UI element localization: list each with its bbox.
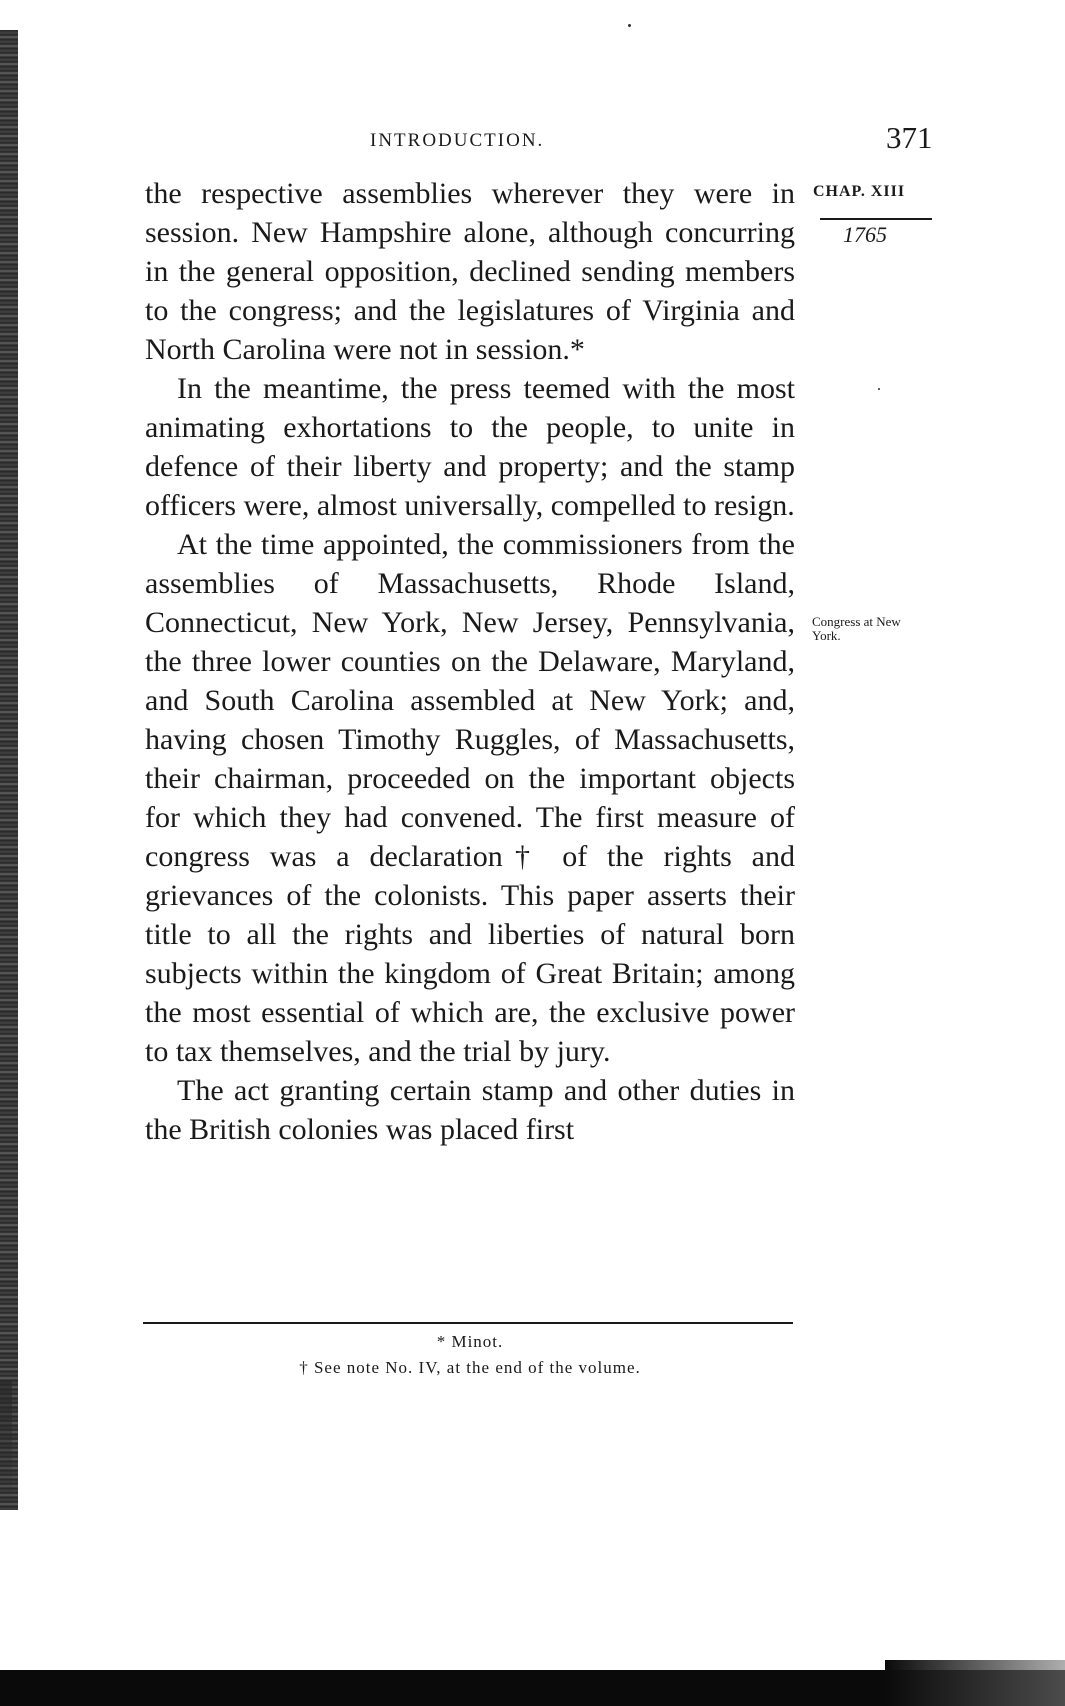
footnote-see-note: † See note No. IV, at the end of the volume. — [299, 1358, 641, 1377]
scan-speck — [878, 388, 880, 390]
margin-rule — [820, 218, 932, 220]
footnote-minot: * Minot. — [436, 1332, 504, 1351]
margin-note: Congress at New York. — [812, 614, 901, 643]
scan-binding-shadow — [0, 1380, 12, 1510]
page-number: 371 — [886, 120, 933, 155]
margin-chapter-label: CHAP. XIII — [813, 183, 906, 200]
scan-binding-edge — [0, 30, 18, 1510]
paragraph-1: the respective assemblies wherever they were in session. New Hampshire alone, although concurring in the general opposition, declined sending members to the congress; and the legislatures of Virginia and North Carolina were not in session.* — [145, 177, 795, 366]
body-text — [145, 174, 795, 1149]
running-head: INTRODUCTION. — [370, 130, 545, 151]
footnote-rule — [143, 1322, 793, 1324]
paragraph-4: The act granting certain stamp and other duties in the British colonies was placed first — [145, 1074, 795, 1146]
scan-bottom-edge-fade — [885, 1660, 1065, 1706]
paragraph-2: In the meantime, the press teemed with the most animating exhortations to the people, to unite in defence of their liberty and property; and the stamp officers were, almost universally, compelled to resign. — [145, 372, 795, 522]
margin-year: 1765 — [843, 222, 887, 247]
scan-speck — [628, 24, 631, 27]
paragraph-3: At the time appointed, the commissioners from the assemblies of Massachusetts, Rhode Island, Connecticut, New York, New Jersey, Pennsylvania, the three lower counties on the Delaware, Maryland, and South Carolina assembled at New York; and, having chosen Timothy Ruggles, of Massachusetts, their chairman, proceeded on the important objects for which they had convened. The first measure of congress was a declaration† of the rights and grievances of the colonists. This paper asserts their title to all the rights and liberties of natural born subjects within the kingdom of Great Britain; among the most essential of which are, the exclusive power to tax themselves, and the trial by jury. — [145, 528, 795, 1068]
